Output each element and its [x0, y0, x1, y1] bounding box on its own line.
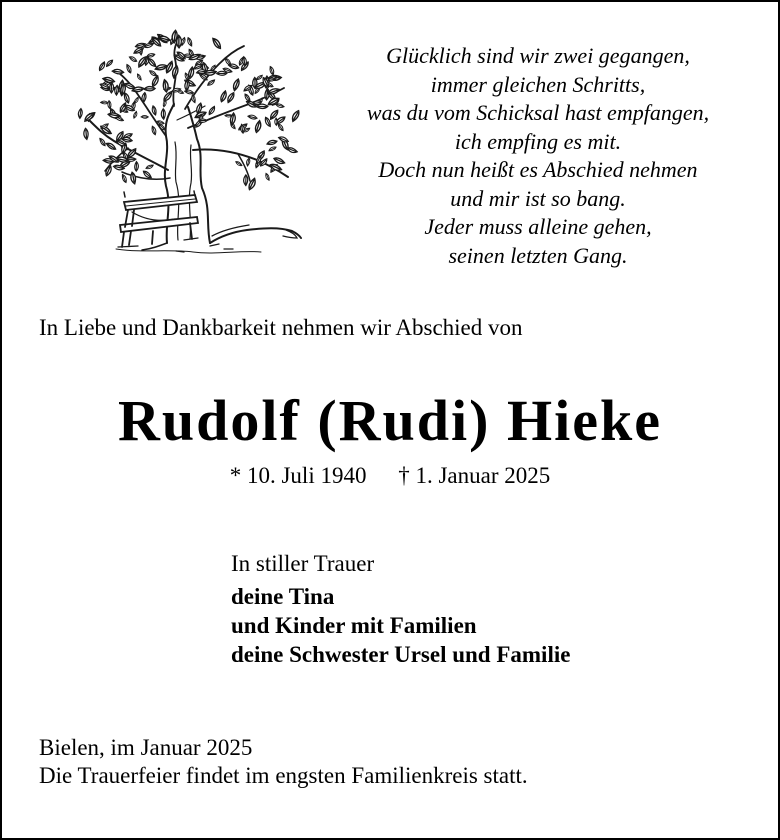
mourning-heading: In stiller Trauer — [231, 551, 375, 576]
tree-bench-illustration — [58, 20, 303, 255]
poem-line: Doch nun heißt es Abschied nehmen — [378, 157, 698, 182]
poem-line: was du vom Schicksal hast empfangen, — [366, 100, 710, 125]
poem-line: seinen letzten Gang. — [448, 242, 628, 268]
life-dates — [2, 463, 778, 489]
intro-line: In Liebe und Dankbarkeit nehmen wir Abschied von — [39, 315, 523, 340]
tree-icon — [58, 20, 303, 255]
mourner-line: deine Schwester Ursel und Familie — [231, 642, 571, 667]
funeral-note: Die Trauerfeier findet im engsten Familienkreis statt. — [39, 763, 528, 788]
poem-line: Jeder muss alleine gehen, — [424, 214, 652, 239]
poem-line: ich empfing es mit. — [454, 128, 622, 154]
poem-line: immer gleichen Schritts, — [430, 71, 646, 97]
death-date: † 1. Januar 2025 — [398, 463, 551, 488]
place-date: Bielen, im Januar 2025 — [39, 735, 253, 760]
poem — [310, 42, 766, 270]
deceased-name: Rudolf (Rudi) Hieke — [118, 388, 662, 453]
mourning-block — [231, 549, 570, 669]
mourner-line: und Kinder mit Familien — [231, 613, 477, 638]
birth-date: * 10. Juli 1940 — [229, 463, 367, 488]
bench-icon — [118, 191, 198, 247]
footer-block — [39, 734, 528, 790]
mourner-line: deine Tina — [231, 584, 335, 609]
poem-line: Glücklich sind wir zwei gegangen, — [386, 43, 690, 68]
poem-line: und mir ist so bang. — [450, 185, 626, 211]
